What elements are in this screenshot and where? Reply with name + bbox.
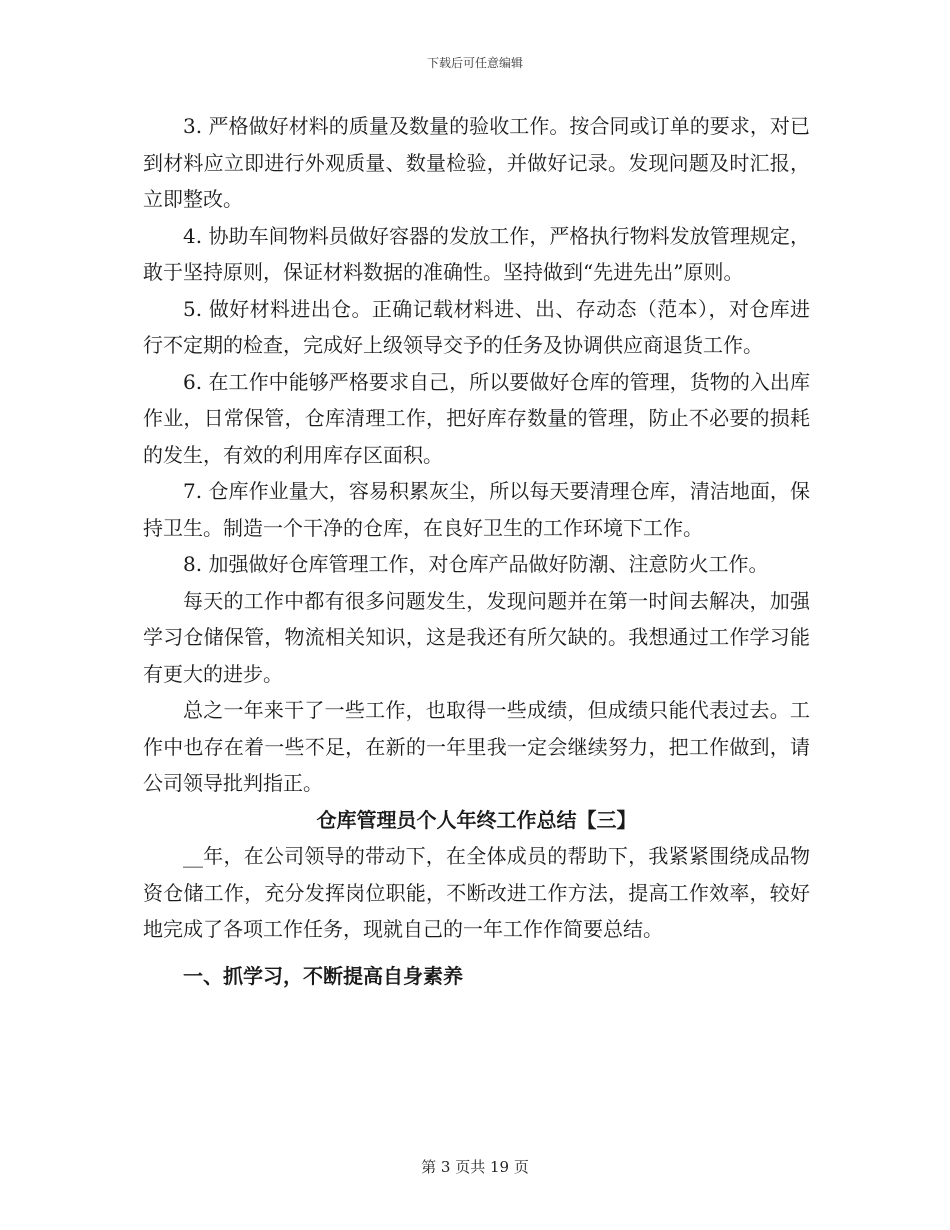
document-body (143, 108, 810, 994)
section-title: 仓库管理员个人年终工作总结【三】 (316, 807, 637, 832)
paragraph-daily-work: 每天的工作中都有很多问题发生，发现问题并在第一时间去解决，加强学习仓储保管，物流相关知识，这是我还有所欠缺的。我想通过工作学习能有更大的进步。 (143, 588, 810, 686)
subheading-study: 一、抓学习，不断提高自身素养 (183, 963, 463, 988)
paragraph-item-5: 5. 做好材料进出仓。正确记载材料进、出、存动态（范本），对仓库进行不定期的检查，完成好上级领导交予的任务及协调供应商退货工作。 (143, 296, 810, 357)
paragraph-item-8: 8. 加强做好仓库管理工作，对仓库产品做好防潮、注意防火工作。 (183, 552, 769, 576)
section-intro: __年，在公司领导的带动下，在全体成员的帮助下，我紧紧围绕成品物资仓储工作，充分发挥岗位职能，不断改进工作方法，提高工作效率，较好地完成了各项工作任务，现就自己的一年工作作简要总结。 (143, 844, 810, 941)
paragraph-item-3: 3. 严格做好材料的质量及数量的验收工作。按合同或订单的要求，对已到材料应立即进行外观质量、数量检验，并做好记录。发现问题及时汇报，立即整改。 (143, 114, 810, 211)
paragraph-item-6: 6. 在工作中能够严格要求自己，所以要做好仓库的管理，货物的入出库作业，日常保管，仓库清理工作，把好库存数量的管理，防止不必要的损耗的发生，有效的利用库存区面积。 (143, 369, 810, 467)
page-header: 下载后可任意编辑 (426, 56, 523, 70)
paragraph-conclusion: 总之一年来干了一些工作，也取得一些成绩，但成绩只能代表过去。工作中也存在着一些不足，在新的一年里我一定会继续努力，把工作做到，请公司领导批判指正。 (143, 698, 810, 795)
page-number: 第 3 页共 19 页 (421, 1158, 529, 1176)
paragraph-item-4: 4. 协助车间物料员做好容器的发放工作，严格执行物料发放管理规定，敢于坚持原则，保证材料数据的准确性。坚持做到“先进先出”原则。 (143, 223, 810, 284)
paragraph-item-7: 7. 仓库作业量大，容易积累灰尘，所以每天要清理仓库，清洁地面，保持卫生。制造一个干净的仓库，在良好卫生的工作环境下工作。 (143, 479, 810, 540)
